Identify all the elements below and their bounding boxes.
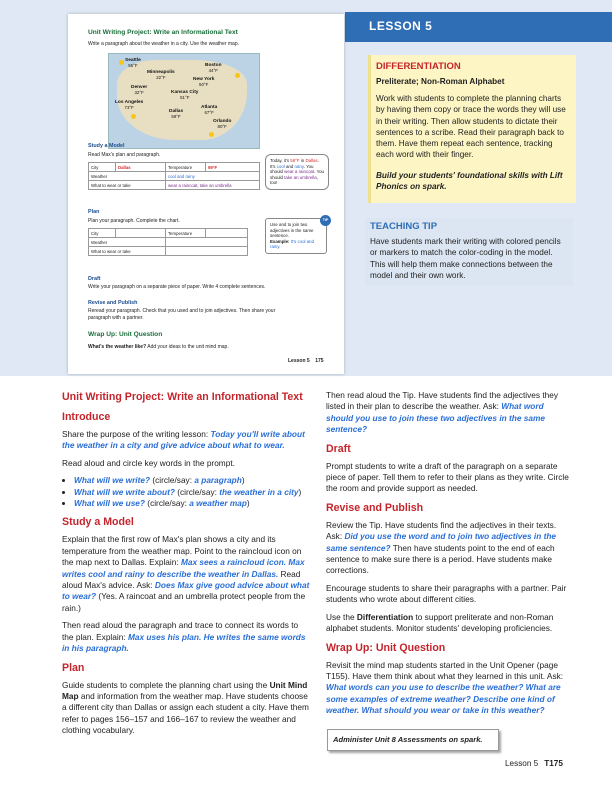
tip-paragraph: Then read aloud the Tip. Have students find the adjectives they listed in their plan to describe the weather. Ask: What word should you use to join these two adjectives in the same sentence? <box>326 390 558 435</box>
teaching-tip-title: TEACHING TIP <box>370 221 438 232</box>
plan-paragraph: Guide students to complete the planning chart using the Unit Mind Map and information from the weather map. Have students choose a different city than Dallas or assign each student a city. Have them refer to pages 156–157 and 166–167 to review the weather and clothing vocabulary. <box>62 679 309 736</box>
sun-icon <box>209 132 214 137</box>
section-title: Unit Writing Project: Write an Informational Text <box>62 391 303 403</box>
plan-heading: Plan <box>88 209 100 215</box>
map-city: Orlando 80°F <box>213 119 232 129</box>
assessment-note: Administer Unit 8 Assessments on spark. <box>327 729 499 751</box>
sun-icon <box>235 73 240 78</box>
revise-paragraph-3: Use the Differentiation to support preliterate and non-Roman alphabet students. Monitor students' developing proficiencies. <box>326 611 554 634</box>
differentiation-title: DIFFERENTIATION <box>376 61 461 72</box>
list-item: • What will we use? (circle/say: a weather map) <box>74 498 310 509</box>
wrap-text: What's the weather like? Add your ideas to the unit mind map. <box>88 344 229 350</box>
model-heading: Study a Model <box>88 143 125 149</box>
model-paragraph-bubble: Today, it's 59°F in Dallas. It's cool and rainy. You should wear a raincoat. You should take an umbrella, too! <box>265 154 329 190</box>
introduce-prompt: Read aloud and circle key words in the prompt. <box>62 457 235 468</box>
revise-heading: Revise and Publish <box>88 300 138 306</box>
study-model-paragraph: Explain that the first row of Max's plan shows a city and its temperature from the weather map. Point to the raincloud icon on the map next to Dallas. Explain: Max sees a raincloud icon. Max writes cool and rainy to describe the weather in Dallas. Read aloud Max's advice. Ask: Does Max give good advice about what to wear? (Yes. A raincoat and an umbrella protect people from the rain.) <box>62 534 310 613</box>
study-model-heading: Study a Model <box>62 516 134 529</box>
map-city: Seattle 55°F <box>125 58 141 68</box>
student-page-title: Unit Writing Project: Write an Informational Text <box>88 29 238 36</box>
sun-icon <box>119 60 124 65</box>
differentiation-box <box>368 55 576 203</box>
wrap-up-heading: Wrap Up: Unit Question <box>326 641 446 654</box>
map-city: Dallas 59°F <box>169 109 184 119</box>
right-column <box>326 390 571 723</box>
introduce-paragraph: Share the purpose of the writing lesson: Today you'll write about the weather in a city and give advice about what to wear. <box>62 429 305 451</box>
map-city: Atlanta 67°F <box>201 105 218 115</box>
map-city: New York 50°F <box>193 77 215 87</box>
map-city: Minneapolis 22°F <box>147 70 175 80</box>
map-city: Denver 32°F <box>131 85 148 95</box>
lesson-banner <box>345 12 612 42</box>
prompt-bullets <box>74 475 310 509</box>
model-intro: Read Max's plan and paragraph. <box>88 152 161 158</box>
differentiation-body: Work with students to complete the planning charts by having them copy or trace the words they will use in their writing. Then allow students to dictate their sentences to a scribe. Read their paragraph back to them. Have them repeat each sentence, tracking each word with their finger. <box>376 94 566 160</box>
tip-box: Use and to join two adjectives in the same sentence. Example: It's cool and rainy. <box>265 218 327 254</box>
plan-heading: Plan <box>62 661 85 674</box>
page-footer <box>505 759 563 768</box>
draft-heading: Draft <box>88 276 101 282</box>
tip-badge: TIP <box>320 215 331 226</box>
revise-paragraph-2: Encourage students to share their paragraphs with a partner. Pair students who wrote about different cities. <box>326 582 567 605</box>
student-page <box>68 14 344 374</box>
revise-text: Reread your paragraph. Check that you used and to join adjectives. Then share your paragraph with a partner. <box>88 308 276 321</box>
student-page-intro: Write a paragraph about the weather in a city. Use the weather map. <box>88 41 240 47</box>
lesson-label: LESSON 5 <box>369 19 433 33</box>
map-city: Los Angeles 73°F <box>115 100 144 110</box>
page-number: T175 <box>544 759 563 768</box>
model-plan-table: City Dallas Temperature 59°F Weather cool and rainy What to wear or take wear a raincoat, take an umbrella <box>88 162 260 190</box>
map-city: Boston 44°F <box>205 63 222 73</box>
draft-paragraph: Prompt students to write a draft of the paragraph on a separate piece of paper. Tell them to refer to their plans as they write. Circle the room and provide support as needed. <box>326 460 569 494</box>
teaching-tip-body: Have students mark their writing with colored pencils or markers to match the color-coding in the model. This will help them make connections between the model and their own work. <box>370 237 561 280</box>
draft-text: Write your paragraph on a separate piece of paper. Write 4 complete sentences. <box>88 284 266 290</box>
wrap-heading: Wrap Up: Unit Question <box>88 331 163 338</box>
sun-icon <box>131 114 136 119</box>
weather-map <box>108 53 260 149</box>
footer-lesson: Lesson 5 <box>505 759 539 768</box>
introduce-heading: Introduce <box>62 411 111 423</box>
plan-intro: Plan your paragraph. Complete the chart. <box>88 218 180 224</box>
list-item: • What will we write? (circle/say: a paragraph) <box>74 475 310 486</box>
study-model-paragraph-2: Then read aloud the paragraph and trace to connect its words to the plan. Explain: Max uses his plan. He writes the same words in his paragraph. <box>62 620 306 654</box>
left-column <box>62 390 310 743</box>
student-page-folio: Lesson 5 175 <box>288 358 324 364</box>
revise-heading: Revise and Publish <box>326 501 424 514</box>
plan-table: City Temperature Weather What to wear or take <box>88 228 248 256</box>
map-city: Kansas City 51°F <box>171 90 199 100</box>
list-item: • What will we write about? (circle/say: the weather in a city) <box>74 487 310 498</box>
differentiation-note: Build your students' foundational skills with Lift Phonics on spark. <box>376 171 563 192</box>
draft-heading: Draft <box>326 442 351 455</box>
teaching-tip-box <box>365 218 573 286</box>
differentiation-subtitle: Preliterate; Non-Roman Alphabet <box>376 77 505 86</box>
wrap-up-paragraph: Revisit the mind map students started in the Unit Opener (page T155). Have them think about what they learned in this unit. Ask: What words can you use to describe the weather? What are some examples of extreme weather? Describe one kind of weather. What should you wear or take in this weather? <box>326 659 564 716</box>
revise-paragraph: Review the Tip. Have students find the adjectives in their texts. Ask: Did you use the word and to join two adjectives in the same sentence? Then have students point to the end of each sentence to make sure there is a period. Have students make corrections. <box>326 519 557 576</box>
